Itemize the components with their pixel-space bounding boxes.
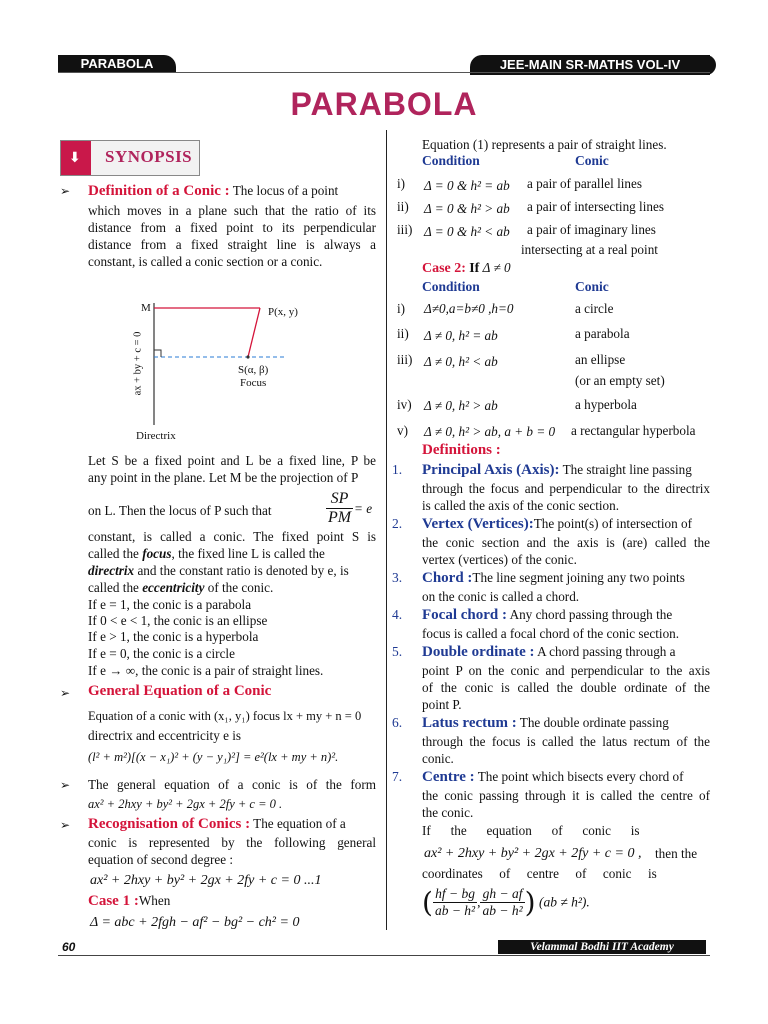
text: called the: [88, 546, 143, 561]
label-line-eq: ax + by + c = 0: [132, 331, 144, 396]
chapter-tab: PARABOLA: [58, 55, 176, 73]
def-heading: Latus rectum :: [422, 715, 517, 731]
row-conic: a hyperbola: [575, 397, 637, 412]
case2-if: If: [469, 261, 480, 276]
def-heading: Vertex (Vertices):: [422, 516, 534, 532]
def-head-line: [422, 643, 710, 661]
term-directrix: directrix: [88, 563, 135, 578]
def-line: the conic passing through it is called the centre of: [422, 788, 710, 803]
para-line: constant, is called a conic. The fixed point S is: [88, 529, 376, 544]
frac-den: ab − h²: [482, 903, 523, 918]
row-cond: Δ ≠ 0, h² > ab, a + b = 0: [424, 424, 556, 439]
condition-header: Condition: [422, 153, 480, 168]
label-p: P(x, y): [268, 306, 298, 318]
def-line: focus is called a focal chord of the conic section.: [422, 626, 680, 641]
sp-over-pm: [326, 490, 353, 527]
case1-heading: Case 1 :: [88, 893, 139, 909]
row-conic: a pair of intersecting lines: [527, 199, 664, 214]
centre-x: [433, 886, 477, 919]
bullet-icon: ➢: [60, 686, 71, 700]
general-line: Equation of a conic with (x₁, y₁) focus lx + my + n = 0: [88, 709, 362, 723]
def-line: point P on the conic and perpendicular to the axis: [422, 663, 710, 678]
row-cond: Δ = 0 & h² > ab: [424, 201, 510, 216]
case2-line: [422, 259, 511, 277]
delta-equation: Δ = abc + 2fgh − af² − bg² − ch² = 0: [90, 915, 300, 930]
ps-segment: [248, 308, 260, 357]
def-line: of the conic is called the double ordinate of the: [422, 680, 710, 695]
def-line: the conic.: [422, 805, 474, 820]
volume-tab: JEE-MAIN SR-MATHS VOL-IV: [470, 55, 710, 75]
def-line: on the conic is called a chord.: [422, 589, 580, 604]
text: The double ordinate passing: [519, 715, 669, 730]
row-cond: Δ ≠ 0, h² = ab: [424, 328, 498, 343]
frac-num: SP: [326, 490, 353, 509]
row-cond: Δ = 0 & h² < ab: [424, 224, 510, 239]
def-head-line: [422, 515, 710, 533]
label-s: S(α, β): [238, 364, 269, 376]
def-number: 6.: [392, 715, 403, 730]
definition-line: constant, is called a conic section or a conic.: [88, 254, 323, 269]
def-line: vertex (vertices) of the conic.: [422, 552, 577, 567]
down-arrow-icon: ⬇: [61, 141, 91, 175]
condition-header: Condition: [422, 279, 480, 294]
row-conic-extra: intersecting at a real point: [521, 242, 658, 257]
case-line: If e = 1, the conic is a parabola: [88, 597, 252, 612]
definition-text: The locus of a point: [232, 183, 339, 198]
bullet-icon: ➢: [60, 778, 71, 792]
def-line: is called the axis of the conic section.: [422, 498, 620, 513]
text: The straight line passing: [562, 462, 692, 477]
row-cond: Δ ≠ 0, h² > ab: [424, 398, 498, 413]
row-cond: Δ = 0 & h² = ab: [424, 178, 510, 193]
case-line: If e = 0, the conic is a circle: [88, 646, 235, 661]
header-rule: [58, 72, 710, 73]
def-heading: Principal Axis (Axis):: [422, 462, 560, 478]
rec-line: equation of second degree :: [88, 852, 234, 867]
centre-equation: ax² + 2hxy + by² + 2gx + 2fy + c = 0 ,: [424, 846, 642, 861]
text: The line segment joining any two points: [472, 570, 685, 585]
form-line: The general equation of a conic is of the form: [88, 777, 376, 792]
def-line: through the focus and perpendicular to the directrix: [422, 481, 710, 496]
def-line: through the focus is called the latus rectum of the: [422, 734, 710, 749]
row-num: iii): [397, 222, 413, 237]
focus-line: [88, 545, 376, 562]
definition-heading: Definition of a Conic :: [88, 183, 230, 199]
row-conic: a circle: [575, 301, 614, 316]
page-title: PARABOLA: [290, 86, 478, 122]
def-number: 2.: [392, 516, 403, 531]
centre-coordinates: ( $\frac{hf - bg}{\text{ab − h²}}$ , $\frac{gh - af}{\text{ab − h²}}$ ) (ab ≠ h²).: [422, 886, 590, 919]
centre-if-line: If the equation of conic is: [422, 823, 640, 838]
para-line: Let S be a fixed point and L be a fixed line, P be: [88, 453, 376, 468]
definition-heading-line: [88, 182, 376, 200]
right-angle-marker: [154, 350, 161, 357]
frac-num: hf − bg: [433, 886, 477, 903]
row-conic: a parabola: [575, 326, 630, 341]
frac-den: PM: [328, 509, 352, 526]
page-number: 60: [62, 940, 76, 954]
conic-header: Conic: [575, 153, 609, 168]
case2-heading: Case 2:: [422, 261, 466, 276]
row-conic: a pair of parallel lines: [527, 176, 642, 191]
row-num: iii): [397, 352, 413, 367]
def-line: the conic section and the axis is (are) called the: [422, 535, 710, 550]
def-line: point P.: [422, 697, 462, 712]
text: , the fixed line L is called the: [171, 546, 325, 561]
column-divider: [386, 130, 387, 930]
second-degree-equation: ax² + 2hxy + by² + 2gx + 2fy + c = 0 ...1: [90, 873, 322, 888]
focus-point: [246, 355, 249, 358]
row-conic-extra: (or an empty set): [575, 373, 665, 388]
label-directrix: Directrix: [136, 430, 176, 442]
row-cond: Δ ≠ 0, h² < ab: [424, 354, 498, 369]
def-head-line: [422, 461, 710, 479]
frac-den: ab − h²: [434, 903, 476, 918]
definition-line: distance from a fixed straight line is always a: [88, 237, 376, 252]
def-heading: Chord :: [422, 570, 473, 586]
def-number: 3.: [392, 570, 403, 585]
bullet-icon: ➢: [60, 818, 71, 832]
general-equation: (l² + m²)[(x − x₁)² + (y − y₁)²] = e²(lx + my + n)².: [88, 750, 339, 764]
def-head-line: [422, 768, 710, 786]
case1-line: [88, 892, 170, 910]
directrix-line-text: [88, 562, 376, 579]
case-line: If 0 < e < 1, the conic is an ellipse: [88, 613, 268, 628]
def-heading: Focal chord :: [422, 607, 507, 623]
row-num: ii): [397, 199, 409, 214]
def-heading: Centre :: [422, 769, 475, 785]
form-equation: ax² + 2hxy + by² + 2gx + 2fy + c = 0 .: [88, 797, 283, 811]
row-num: iv): [397, 397, 412, 412]
text: of the conic.: [204, 580, 274, 595]
def-number: 5.: [392, 644, 403, 659]
eccentricity-line: [88, 579, 273, 596]
def-heading: Double ordinate :: [422, 644, 535, 660]
term-eccentricity: eccentricity: [142, 580, 205, 595]
def-number: 7.: [392, 769, 403, 784]
row-conic: a rectangular hyperbola: [571, 423, 696, 438]
def-number: 1.: [392, 462, 403, 477]
row-conic: a pair of imaginary lines: [527, 222, 656, 237]
text: The point which bisects every chord of: [477, 769, 684, 784]
definitions-heading: Definitions :: [422, 442, 501, 458]
eq-e: = e: [354, 501, 373, 516]
centre-y: [480, 886, 524, 919]
text: The equation of a: [253, 816, 346, 831]
case-line: If e > 1, the conic is a hyperbola: [88, 629, 259, 644]
label-focus: Focus: [240, 377, 267, 389]
para-line: any point in the plane. Let M be the projection of P: [88, 470, 359, 485]
label-m: M: [141, 302, 151, 314]
text: called the: [88, 580, 143, 595]
intro-line: Equation (1) represents a pair of straight lines.: [422, 137, 667, 152]
text: The point(s) of intersection of: [533, 516, 692, 531]
footer-rule: [58, 955, 710, 956]
row-num: ii): [397, 326, 409, 341]
case-line: If e → ∞, the conic is a pair of straight lines.: [88, 663, 324, 678]
general-equation-heading: General Equation of a Conic: [88, 683, 272, 699]
row-conic: an ellipse: [575, 352, 626, 367]
bullet-icon: ➢: [60, 184, 71, 198]
def-number: 4.: [392, 607, 403, 622]
text: Any chord passing through the: [509, 607, 673, 622]
def-head-line: [422, 569, 710, 587]
conic-header: Conic: [575, 279, 609, 294]
term-focus: focus: [142, 546, 172, 561]
academy-name: Velammal Bodhi IIT Academy: [498, 940, 706, 954]
row-cond: Δ≠0,a=b≠0 ,h=0: [424, 301, 514, 316]
synopsis-badge: [60, 140, 200, 176]
centre-condition: (ab ≠ h²).: [538, 894, 590, 910]
frac-num: gh − af: [480, 886, 524, 903]
def-line: conic.: [422, 751, 454, 766]
rec-line: conic is represented by the following general: [88, 835, 376, 850]
centre-then: then the: [655, 846, 698, 861]
definition-line: which moves in a plane such that the ratio of its: [88, 203, 376, 218]
row-num: i): [397, 301, 406, 316]
row-num: i): [397, 176, 406, 191]
synopsis-label: SYNOPSIS: [105, 147, 193, 166]
para-line: on L. Then the locus of P such that: [88, 503, 272, 518]
def-head-line: [422, 714, 710, 732]
centre-coord-line: coordinates of centre of conic is: [422, 866, 657, 881]
case2-cond: Δ ≠ 0: [482, 260, 511, 275]
def-head-line: [422, 606, 710, 624]
general-line: directrix and eccentricity e is: [88, 728, 242, 743]
row-num: v): [397, 423, 408, 438]
definition-line: distance from a fixed point to its perpendicular: [88, 220, 376, 235]
text: A chord passing through a: [537, 644, 676, 659]
recognisation-heading: Recognisation of Conics :: [88, 816, 251, 832]
text: and the constant ratio is denoted by e, is: [134, 563, 349, 578]
recognisation-heading-line: [88, 815, 376, 833]
text: When: [138, 893, 171, 908]
